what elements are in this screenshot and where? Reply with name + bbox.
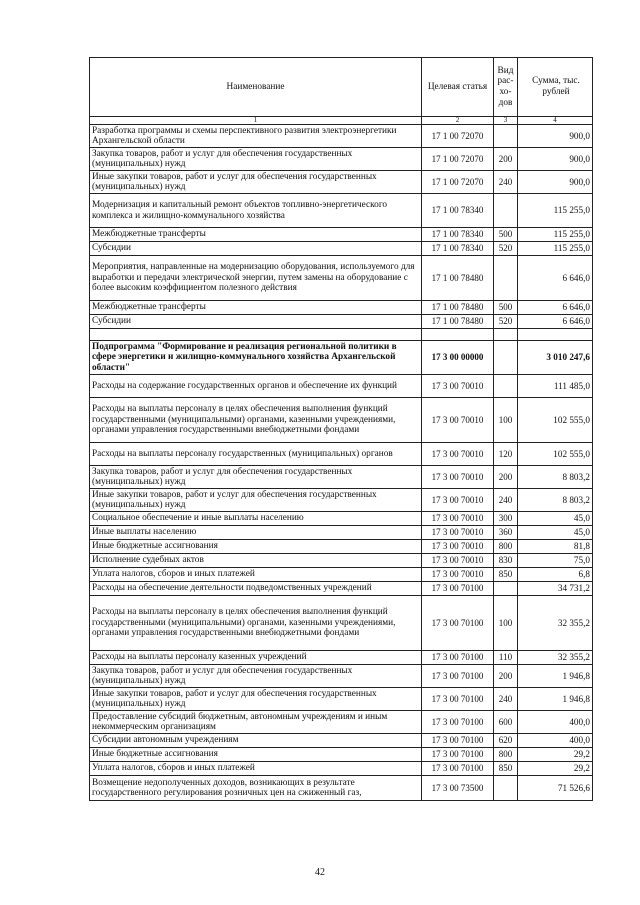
row-sum: 102 555,0: [518, 398, 593, 443]
row-target-article: 17 1 00 72070: [422, 148, 494, 171]
row-name: Предоставление субсидий бюджетным, автономным учреждениям и иным некоммерческим организациям: [90, 711, 422, 734]
table-header-row: [90, 58, 593, 117]
row-expense-type: 520: [494, 315, 518, 329]
row-target-article: 17 3 00 70100: [422, 582, 494, 596]
row-sum: 1 946,8: [518, 665, 593, 688]
table-row: [90, 194, 593, 228]
row-sum: 32 355,2: [518, 596, 593, 651]
column-number: 2: [422, 117, 494, 125]
row-sum: 1 946,8: [518, 688, 593, 711]
row-target-article: 17 3 00 70100: [422, 762, 494, 776]
header-name: Наименование: [90, 58, 422, 117]
row-name: Субсидии: [90, 242, 422, 256]
row-expense-type: 500: [494, 228, 518, 242]
row-target-article: 17 3 00 00000: [422, 341, 494, 375]
header-sum: Сумма, тыс. рублей: [518, 58, 593, 117]
row-target-article: 17 3 00 70010: [422, 554, 494, 568]
row-sum: 6 646,0: [518, 301, 593, 315]
row-sum: 75,0: [518, 554, 593, 568]
row-target-article: 17 3 00 70010: [422, 568, 494, 582]
table-row: [90, 748, 593, 762]
row-target-article: 17 3 00 70010: [422, 443, 494, 466]
column-number: 3: [494, 117, 518, 125]
row-name: Закупка товаров, работ и услуг для обеспечения государственных (муниципальных) нужд: [90, 665, 422, 688]
row-sum: 29,2: [518, 748, 593, 762]
row-expense-type: 110: [494, 651, 518, 665]
table-row: [90, 125, 593, 148]
row-expense-type: [494, 329, 518, 341]
header-target-article: Целевая статья: [422, 58, 494, 117]
row-name: Межбюджетные трансферты: [90, 228, 422, 242]
row-expense-type: [494, 776, 518, 801]
row-expense-type: 830: [494, 554, 518, 568]
row-sum: 111 485,0: [518, 375, 593, 398]
row-target-article: 17 3 00 70100: [422, 711, 494, 734]
table-row: [90, 688, 593, 711]
row-expense-type: [494, 582, 518, 596]
row-sum: 34 731,2: [518, 582, 593, 596]
table-row: [90, 329, 593, 341]
row-target-article: 17 3 00 70100: [422, 651, 494, 665]
row-name: Мероприятия, направленные на модернизацию оборудования, используемого для выработки и передачи электрической энергии, путем замены на оборудование с более высоким коэффициентом полезного действия: [90, 256, 422, 301]
row-sum: 8 803,2: [518, 489, 593, 512]
table-row: [90, 512, 593, 526]
row-sum: 3 010 247,6: [518, 341, 593, 375]
row-expense-type: 360: [494, 526, 518, 540]
row-sum: 900,0: [518, 125, 593, 148]
row-target-article: 17 3 00 70010: [422, 466, 494, 489]
row-expense-type: 850: [494, 568, 518, 582]
row-expense-type: 240: [494, 489, 518, 512]
row-expense-type: [494, 375, 518, 398]
row-target-article: 17 3 00 70010: [422, 398, 494, 443]
row-name: Иные закупки товаров, работ и услуг для обеспечения государственных (муниципальных) нужд: [90, 171, 422, 194]
table-row: [90, 762, 593, 776]
row-name: Расходы на содержание государственных органов и обеспечение их функций: [90, 375, 422, 398]
table-row: [90, 301, 593, 315]
row-expense-type: 100: [494, 398, 518, 443]
row-target-article: 17 1 00 78480: [422, 256, 494, 301]
table-row: [90, 242, 593, 256]
row-sum: [518, 329, 593, 341]
row-sum: 6 646,0: [518, 315, 593, 329]
row-target-article: [422, 329, 494, 341]
row-expense-type: 600: [494, 711, 518, 734]
row-sum: 900,0: [518, 171, 593, 194]
row-sum: 45,0: [518, 526, 593, 540]
table-row: [90, 256, 593, 301]
row-target-article: 17 3 00 70100: [422, 665, 494, 688]
row-target-article: 17 1 00 78480: [422, 301, 494, 315]
row-name: Расходы на выплаты персоналу в целях обеспечения выполнения функций государственными (муниципальными) органами, казенными учреждениями, органами управления государственными внебюджетными фондами: [90, 398, 422, 443]
table-row: [90, 554, 593, 568]
row-name: Модернизация и капитальный ремонт объектов топливно-энергетического комплекса и жилищно-коммунального хозяйства: [90, 194, 422, 228]
row-name: Расходы на обеспечение деятельности подведомственных учреждений: [90, 582, 422, 596]
table-row: [90, 375, 593, 398]
row-name: Субсидии автономным учреждениям: [90, 734, 422, 748]
row-sum: 8 803,2: [518, 466, 593, 489]
row-target-article: 17 1 00 72070: [422, 125, 494, 148]
table-row: [90, 228, 593, 242]
table-row: [90, 651, 593, 665]
row-name: Закупка товаров, работ и услуг для обеспечения государственных (муниципальных) нужд: [90, 466, 422, 489]
table-row: [90, 540, 593, 554]
row-target-article: 17 1 00 72070: [422, 171, 494, 194]
row-expense-type: 300: [494, 512, 518, 526]
row-expense-type: 800: [494, 748, 518, 762]
column-number: 4: [518, 117, 593, 125]
row-name: Субсидии: [90, 315, 422, 329]
table-row: [90, 171, 593, 194]
row-name: Иные бюджетные ассигнования: [90, 748, 422, 762]
row-name: Исполнение судебных актов: [90, 554, 422, 568]
row-name: Межбюджетные трансферты: [90, 301, 422, 315]
row-sum: 115 255,0: [518, 194, 593, 228]
row-name: Уплата налогов, сборов и иных платежей: [90, 568, 422, 582]
row-expense-type: [494, 125, 518, 148]
row-expense-type: 200: [494, 665, 518, 688]
table-row: [90, 398, 593, 443]
row-target-article: 17 3 00 70010: [422, 526, 494, 540]
row-target-article: 17 1 00 78340: [422, 228, 494, 242]
table-row: [90, 596, 593, 651]
column-number-row: [90, 117, 593, 125]
table-row: [90, 489, 593, 512]
row-expense-type: 240: [494, 171, 518, 194]
row-expense-type: [494, 194, 518, 228]
row-expense-type: 620: [494, 734, 518, 748]
row-target-article: 17 3 00 70100: [422, 734, 494, 748]
table-row: [90, 443, 593, 466]
row-sum: 115 255,0: [518, 228, 593, 242]
row-name: Расходы на выплаты персоналу казенных учреждений: [90, 651, 422, 665]
table-row: [90, 315, 593, 329]
row-target-article: 17 3 00 73500: [422, 776, 494, 801]
row-sum: 29,2: [518, 762, 593, 776]
row-expense-type: 500: [494, 301, 518, 315]
row-target-article: 17 3 00 70010: [422, 512, 494, 526]
row-expense-type: [494, 256, 518, 301]
table-row: [90, 776, 593, 801]
table-row: [90, 568, 593, 582]
row-expense-type: 850: [494, 762, 518, 776]
row-name: Разработка программы и схемы перспективного развития электроэнергетики Архангельской области: [90, 125, 422, 148]
row-name: Иные бюджетные ассигнования: [90, 540, 422, 554]
row-expense-type: 120: [494, 443, 518, 466]
row-sum: 32 355,2: [518, 651, 593, 665]
row-target-article: 17 1 00 78340: [422, 194, 494, 228]
header-expense-type: Вид рас- хо- дов: [494, 58, 518, 117]
row-sum: 400,0: [518, 711, 593, 734]
row-expense-type: 200: [494, 148, 518, 171]
row-target-article: 17 3 00 70010: [422, 375, 494, 398]
row-name: Возмещение недополученных доходов, возникающих в результате государственного регулирования розничных цен на сжиженный газ,: [90, 776, 422, 801]
row-expense-type: 800: [494, 540, 518, 554]
table-row: [90, 526, 593, 540]
page-number: 42: [315, 867, 325, 878]
row-target-article: 17 3 00 70010: [422, 489, 494, 512]
table-row: [90, 711, 593, 734]
table-row: [90, 466, 593, 489]
table-row: [90, 665, 593, 688]
row-expense-type: 100: [494, 596, 518, 651]
row-sum: 400,0: [518, 734, 593, 748]
table-row: [90, 582, 593, 596]
row-expense-type: 200: [494, 466, 518, 489]
row-target-article: 17 3 00 70100: [422, 688, 494, 711]
row-name: Социальное обеспечение и иные выплаты населению: [90, 512, 422, 526]
row-sum: 45,0: [518, 512, 593, 526]
table-row: [90, 148, 593, 171]
table-row: [90, 341, 593, 375]
table-row: [90, 734, 593, 748]
row-sum: 71 526,6: [518, 776, 593, 801]
row-name: Уплата налогов, сборов и иных платежей: [90, 762, 422, 776]
row-target-article: 17 3 00 70100: [422, 596, 494, 651]
row-sum: 81,8: [518, 540, 593, 554]
row-expense-type: 520: [494, 242, 518, 256]
row-target-article: 17 1 00 78340: [422, 242, 494, 256]
row-name: [90, 329, 422, 341]
row-expense-type: 240: [494, 688, 518, 711]
row-target-article: 17 3 00 70100: [422, 748, 494, 762]
row-name: Иные закупки товаров, работ и услуг для обеспечения государственных (муниципальных) нужд: [90, 489, 422, 512]
row-name: Иные выплаты населению: [90, 526, 422, 540]
budget-table: [89, 57, 593, 801]
row-sum: 6,8: [518, 568, 593, 582]
column-number: 1: [90, 117, 422, 125]
row-target-article: 17 1 00 78480: [422, 315, 494, 329]
row-name: Подпрограмма "Формирование и реализация региональной политики в сфере энергетики и жилищно-коммунального хозяйства Архангельской области": [90, 341, 422, 375]
row-target-article: 17 3 00 70010: [422, 540, 494, 554]
row-sum: 900,0: [518, 148, 593, 171]
row-name: Иные закупки товаров, работ и услуг для обеспечения государственных (муниципальных) нужд: [90, 688, 422, 711]
row-sum: 102 555,0: [518, 443, 593, 466]
row-name: Закупка товаров, работ и услуг для обеспечения государственных (муниципальных) нужд: [90, 148, 422, 171]
row-name: Расходы на выплаты персоналу в целях обеспечения выполнения функций государственными (муниципальными) органами, казенными учреждениями, органами управления государственными внебюджетными фондами: [90, 596, 422, 651]
row-sum: 115 255,0: [518, 242, 593, 256]
row-expense-type: [494, 341, 518, 375]
row-sum: 6 646,0: [518, 256, 593, 301]
row-name: Расходы на выплаты персоналу государственных (муниципальных) органов: [90, 443, 422, 466]
